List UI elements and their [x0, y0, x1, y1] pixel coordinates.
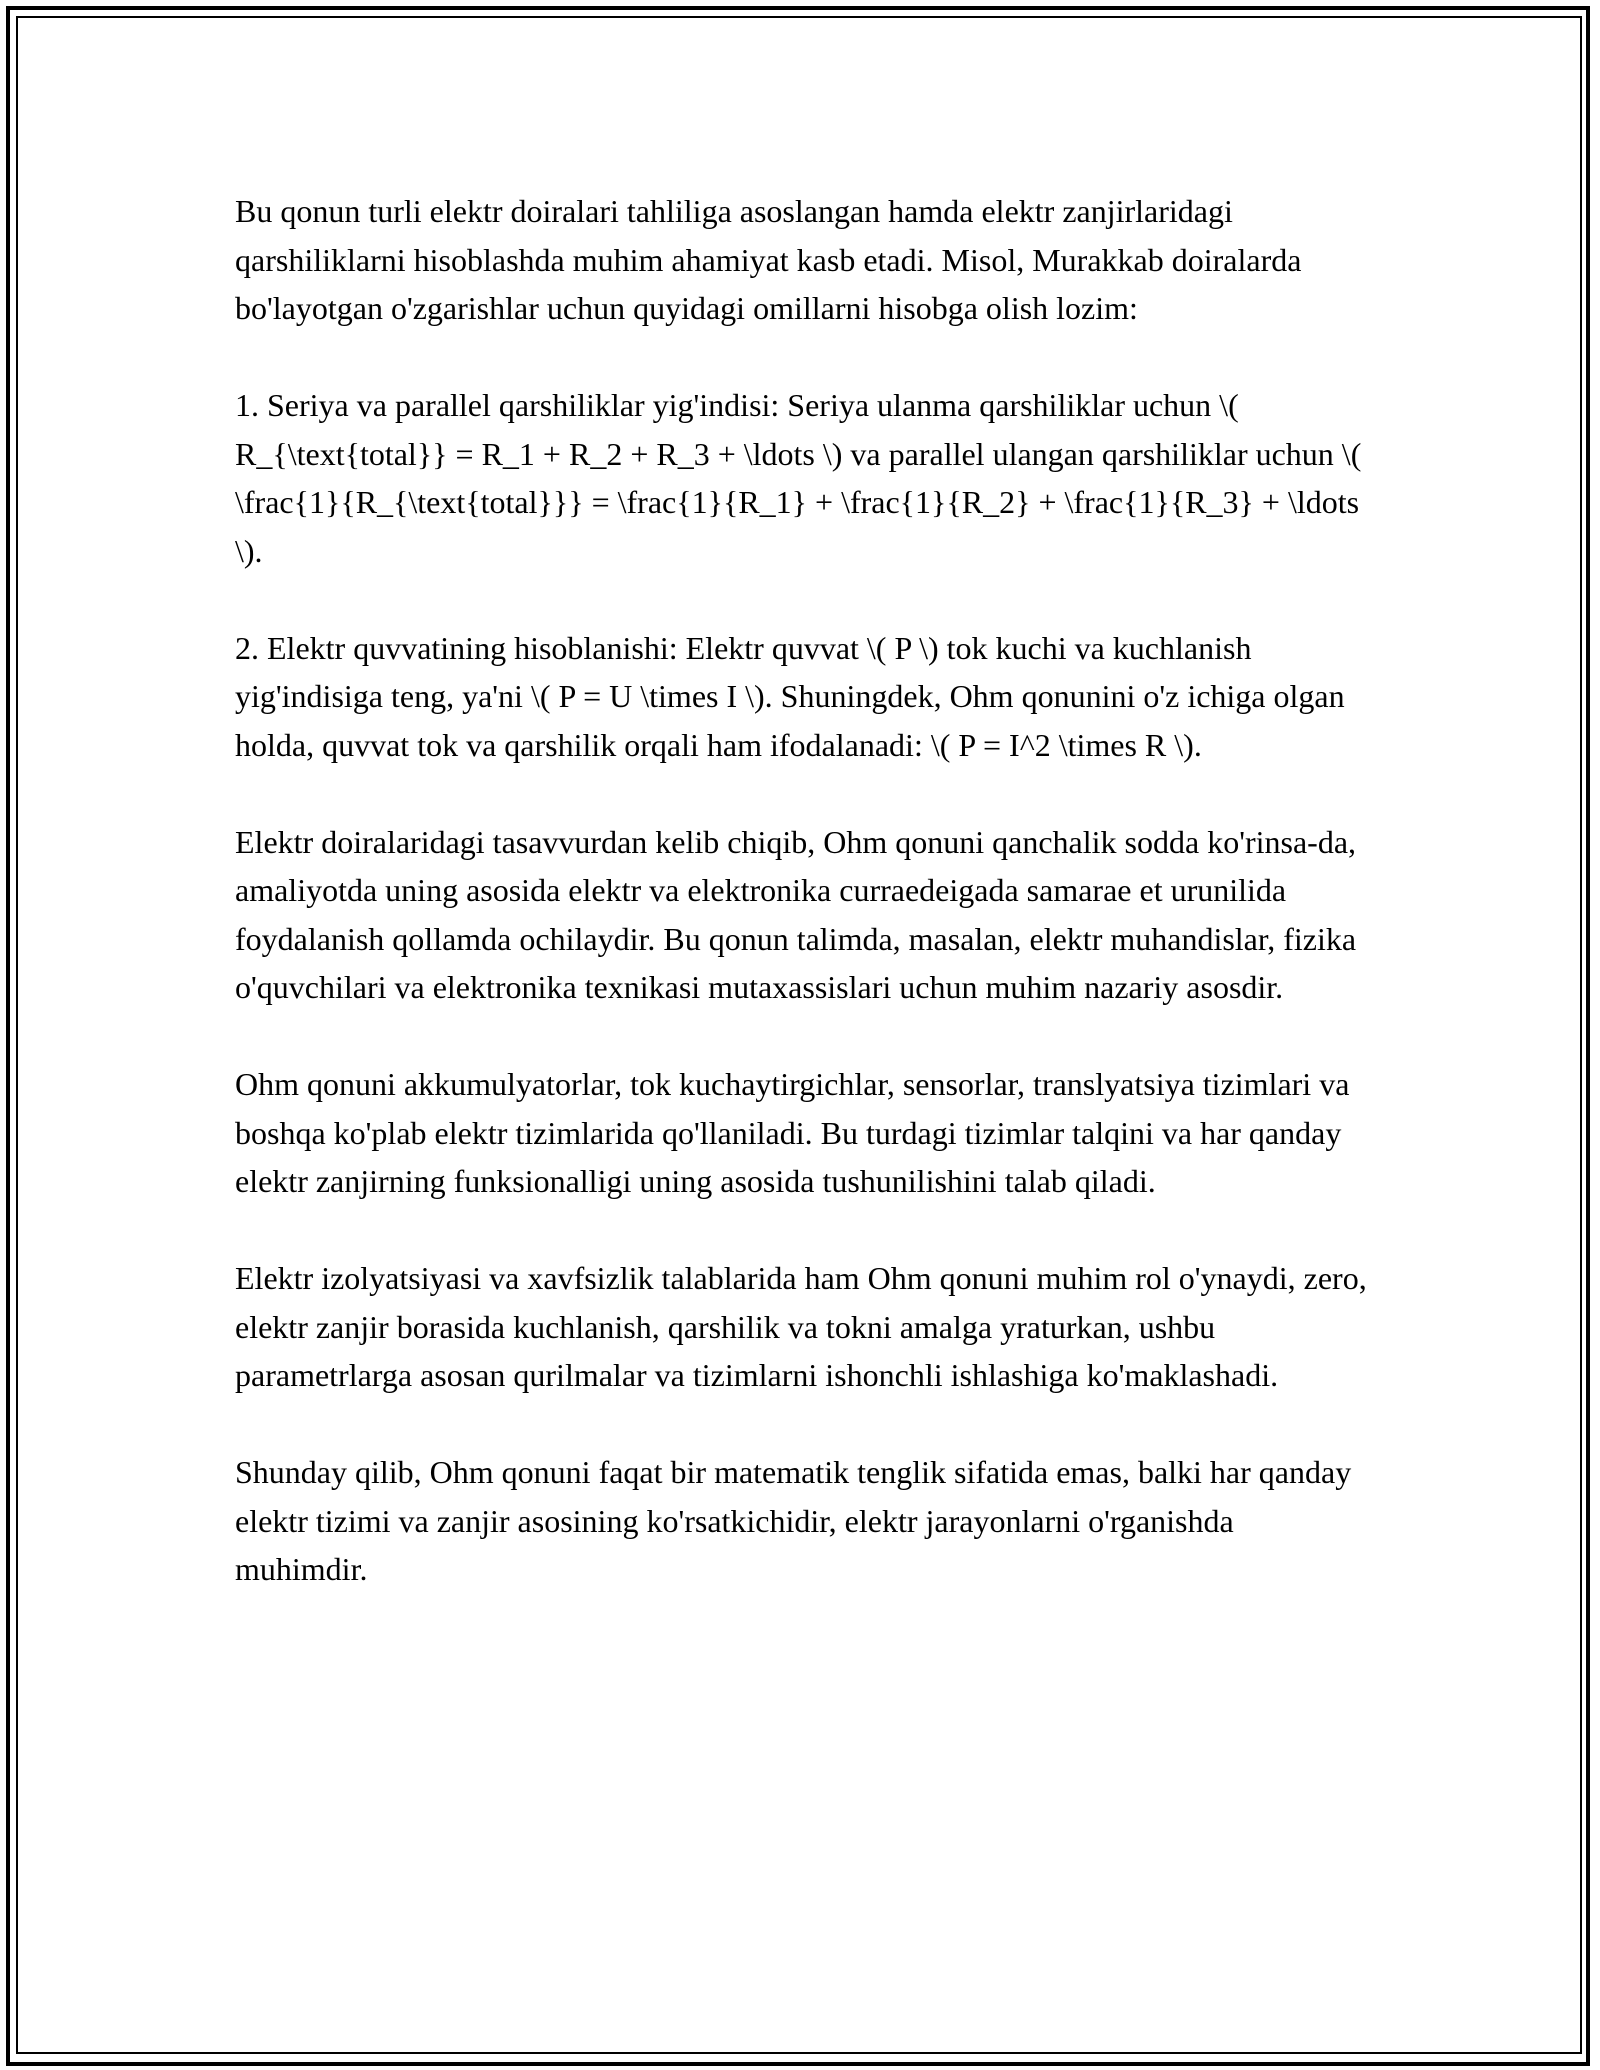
paragraph-conclusion: Shunday qilib, Ohm qonuni faqat bir matematik tenglik sifatida emas, balki har qanday elektr tizimi va zanjir asosining ko'rsatkichidir, elektr jarayonlarni o'rganishda muhimdir.: [235, 1454, 1352, 1587]
paragraph-series-parallel: 1. Seriya va parallel qarshiliklar yig'indisi: Seriya ulanma qarshiliklar uchun \( R_{\text{total}} = R_1 + R_2 + R_3 + \ldots \) va parallel ulangan qarshiliklar uchun \( \frac{1}{R_{\text{total}}} = \frac{1}{R_1} + \frac{1}{R_2} + \frac{1}{R_3} + \ldots \).: [235, 387, 1362, 569]
paragraph-practice: Elektr doiralaridagi tasavvurdan kelib chiqib, Ohm qonuni qanchalik sodda ko'rinsa-da, amaliyotda uning asosida elektr va elektronika curraedeigada samarae et urunilida foydalanish qollamda ochilaydir. Bu qonun talimda, masalan, elektr muhandislar, fizika o'quvchilari va elektronika texnikasi mutaxassislari uchun muhim nazariy asosdir.: [235, 823, 1357, 1005]
paragraph-applications: Ohm qonuni akkumulyatorlar, tok kuchaytirgichlar, sensorlar, translyatsiya tizimlari va boshqa ko'plab elektr tizimlarida qo'llaniladi. Bu turdagi tizimlar talqini va har qanday elektr zanjirning funksionalligi uning asosida tushunilishini talab qiladi.: [235, 1066, 1350, 1199]
paragraph-safety: Elektr izolyatsiyasi va xavfsizlik talablarida ham Ohm qonuni muhim rol o'ynaydi, zero, elektr zanjir borasida kuchlanish, qarshilik va tokni amalga yraturkan, ushbu parametrlarga asosan qurilmalar va tizimlarni ishonchli ishlashiga ko'maklashadi.: [235, 1260, 1367, 1393]
paragraph-intro: Bu qonun turli elektr doiralari tahliliga asoslangan hamda elektr zanjirlaridagi qarshiliklarni hisoblashda muhim ahamiyat kasb etadi. Misol, Murakkab doiralarda bo'layotgan o'zgarishlar uchun quyidagi omillarni hisobga olish lozim:: [235, 193, 1302, 326]
paragraph-power: 2. Elektr quvvatining hisoblanishi: Elektr quvvat \( P \) tok kuchi va kuchlanish yig'indisiga teng, ya'ni \( P = U \times I \). Shuningdek, Ohm qonunini o'z ichiga olgan holda, quvvat tok va qarshilik orqali ham ifodalanadi: \( P = I^2 \times R \).: [235, 629, 1345, 763]
document-body: [235, 187, 1370, 1594]
